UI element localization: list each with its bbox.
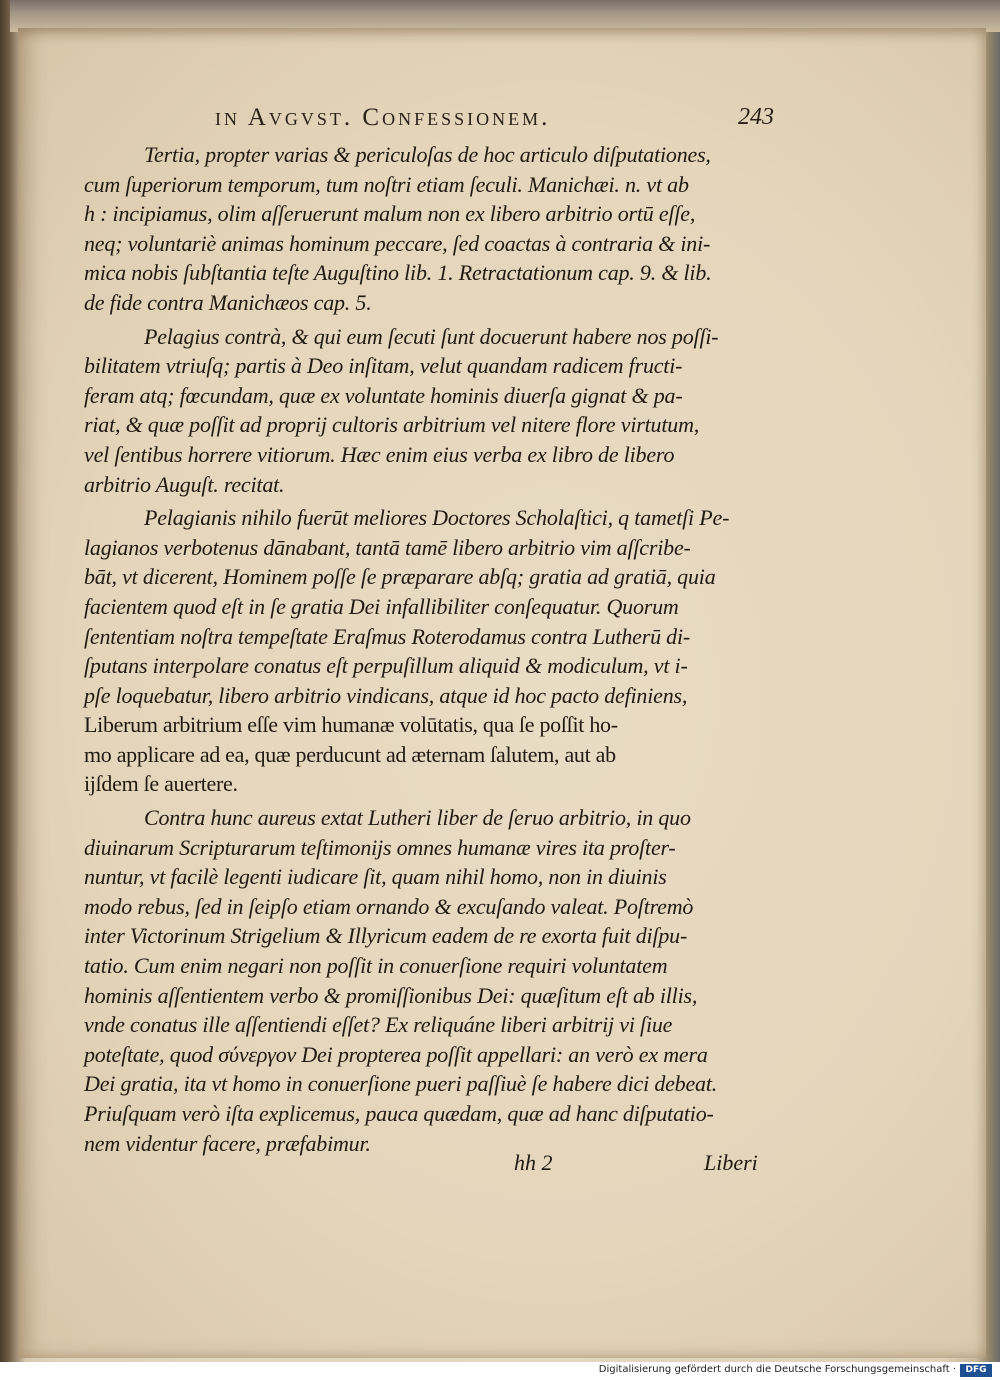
text-line: feram atq; fœcundam, quæ ex voluntate hominis diuerſa gignat & pa- bbox=[84, 382, 683, 408]
text-line: tatio. Cum enim negari non poſſit in conuerſione requiri voluntatem bbox=[84, 953, 668, 979]
text-line: bāt, vt dicerent, Hominem poſſe ſe præparare abſq; gratia ad gratiā, quia bbox=[84, 564, 716, 590]
dfg-logo: DFG bbox=[960, 1364, 992, 1377]
text-line: h : incipiamus, olim aſſeruerunt malum non ex libero arbitrio ortū eſſe, bbox=[84, 201, 696, 227]
text-line: Liberum arbitrium eſſe vim humanæ volūtatis, qua ſe poſſit ho- bbox=[84, 712, 618, 738]
text-line: vnde conatus ille aſſentiendi eſſet? Ex reliquáne liberi arbitrij vi ſiue bbox=[84, 1012, 673, 1038]
text-line: arbitrio Auguſt. recitat. bbox=[84, 471, 285, 497]
text-line: Contra hunc aureus extat Lutheri liber de ſeruo arbitrio, in quo bbox=[144, 805, 691, 831]
digitization-credit: Digitalisierung gefördert durch die Deutsche Forschungsgemeinschaft · bbox=[598, 1364, 956, 1375]
text-line: Priuſquam verò iſta explicemus, pauca quædam, quæ ad hanc diſputatio- bbox=[84, 1101, 714, 1126]
text-line: mo applicare ad ea, quæ perducunt ad æternam ſalutem, aut ab bbox=[84, 741, 616, 767]
text-line: Pelagius contrà, & qui eum ſecuti ſunt docuerunt habere nos poſſi- bbox=[144, 323, 719, 349]
body-text bbox=[84, 140, 784, 1158]
text-line: nem videntur facere, præfabimur. bbox=[84, 1130, 371, 1156]
text-line: ſputans interpolare conatus eſt perpuſillum aliquid & modiculum, vt i- bbox=[84, 653, 688, 679]
text-line: de fide contra Manichæos cap. 5. bbox=[84, 289, 372, 315]
text-line: inter Victorinum Strigelium & Illyricum eadem de re exorta fuit diſpu- bbox=[84, 923, 688, 949]
text-line: modo rebus, ſed in ſeipſo etiam ornando & excuſando valeat. Poſtremò bbox=[84, 893, 694, 919]
text-line: poteſtate, quod σύνεργον Dei propterea poſſit appellari: an verò ex mera bbox=[84, 1041, 708, 1067]
text-line: ſententiam noſtra tempeſtate Eraſmus Roterodamus contra Lutherū di- bbox=[84, 623, 691, 649]
running-head: in Avgvst. Confessionem. bbox=[215, 104, 551, 131]
signature-mark: hh 2 bbox=[514, 1150, 553, 1175]
text-line: vel ſentibus horrere vitiorum. Hæc enim eius verba ex libro de libero bbox=[84, 441, 675, 467]
text-line: bilitatem vtriuſq; partis à Deo inſitam, velut quandam radicem fructi- bbox=[84, 353, 683, 379]
text-line: pſe loquebatur, libero arbitrio vindicans, atque id hoc pacto definiens, bbox=[84, 682, 688, 708]
text-line: Pelagianis nihilo fuerūt meliores Doctores Scholaſtici, q tametſi Pe- bbox=[144, 505, 730, 531]
catchword: Liberi bbox=[704, 1150, 758, 1175]
text-line: lagianos verbotenus dānabant, tantā tamē libero arbitrio vim aſſcribe- bbox=[84, 534, 691, 560]
text-line: nuntur, vt facilè legenti iudicare ſit, quam nihil homo, non in diuinis bbox=[84, 864, 667, 890]
text-line: diuinarum Scripturarum teſtimonijs omnes humanæ vires ita proſter- bbox=[84, 834, 676, 860]
page-footer bbox=[84, 1150, 774, 1180]
page-number: 243 bbox=[738, 104, 774, 130]
text-line: ijſdem ſe auertere. bbox=[84, 771, 238, 797]
text-line: mica nobis ſubſtantia teſte Auguſtino lib. 1. Retractationum cap. 9. & lib. bbox=[84, 260, 712, 286]
text-line: Dei gratia, ita vt homo in conuerſione pueri paſſiuè ſe habere dici debeat. bbox=[84, 1071, 718, 1097]
text-line: facientem quod eſt in ſe gratia Dei infallibiliter conſequatur. Quorum bbox=[84, 593, 679, 619]
text-line: Tertia, propter varias & periculoſas de hoc articulo diſputationes, bbox=[144, 142, 711, 167]
text-line: riat, & quæ poſſit ad proprij cultoris arbitrium vel nitere flore virtutum, bbox=[84, 412, 700, 438]
text-line: cum ſuperiorum temporum, tum noſtri etiam ſeculi. Manichæi. n. vt ab bbox=[84, 171, 689, 197]
text-line: neq; voluntariè animas hominum peccare, ſed coactas à contraria & ini- bbox=[84, 230, 711, 256]
text-line: hominis aſſentientem verbo & promiſſionibus Dei: quæſitum eſt ab illis, bbox=[84, 982, 698, 1008]
